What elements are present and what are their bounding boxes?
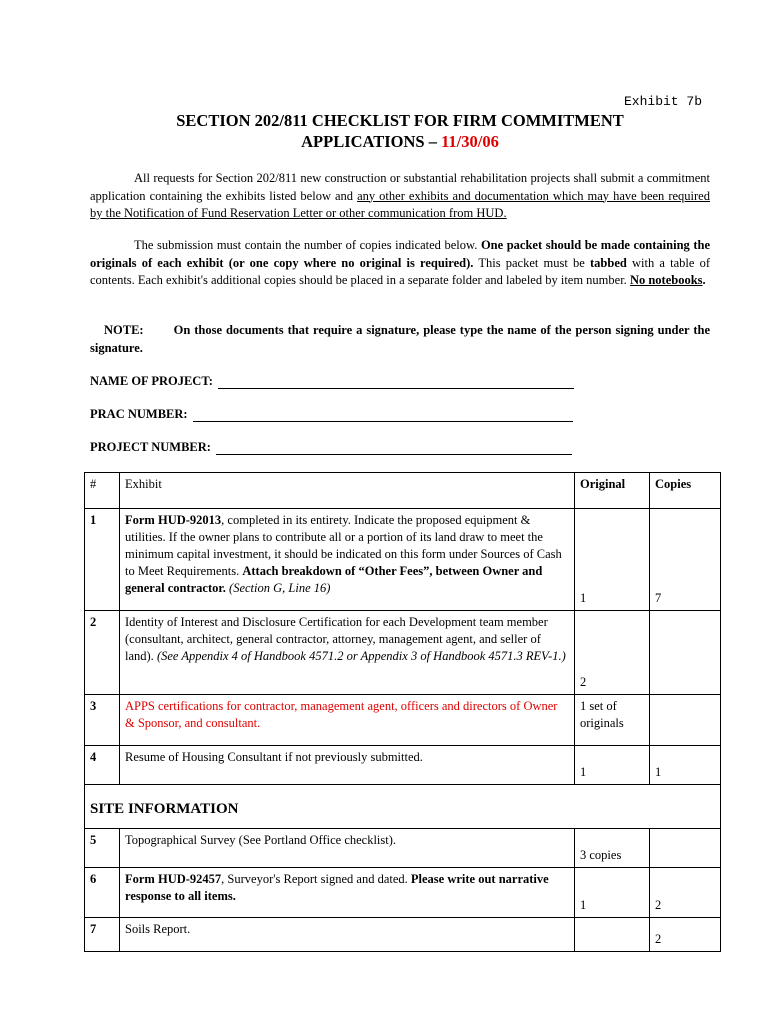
table-header-row — [85, 473, 721, 509]
title-line-1: SECTION 202/811 CHECKLIST FOR FIRM COMMITMENT — [176, 111, 624, 130]
r6-c: Please write out narrative response to all items. — [125, 872, 549, 903]
row-original: 1 set of originals — [575, 695, 650, 746]
row-exhibit — [120, 509, 575, 611]
intro-p1-underlined: any other exhibits and documentation which may have been required by the Notification of Fund Reservation Letter or other communication from HUD. — [90, 188, 710, 220]
row-num: 6 — [85, 868, 120, 918]
p2-c: This packet must be — [473, 255, 590, 270]
project-name-label: NAME OF PROJECT: — [90, 374, 213, 388]
exhibit-checklist-table — [84, 472, 721, 952]
row-num: 2 — [85, 611, 120, 695]
prac-number-field[interactable] — [90, 407, 573, 422]
page-title — [90, 110, 710, 152]
intro-paragraph-2 — [90, 237, 710, 290]
r6-a: Form HUD-92457 — [125, 872, 222, 886]
row-exhibit — [120, 868, 575, 918]
section-title: SITE INFORMATION — [85, 785, 721, 829]
table-row — [85, 868, 721, 918]
p2-d: tabbed — [590, 255, 627, 270]
prac-number-line[interactable] — [193, 408, 573, 422]
row-exhibit: Topographical Survey (See Portland Office checklist). — [120, 829, 575, 868]
table-row — [85, 695, 721, 746]
header-exhibit: Exhibit — [120, 473, 575, 509]
p2-g: . — [702, 273, 706, 287]
row-original: 2 — [575, 611, 650, 695]
exhibit-tag: Exhibit 7b — [623, 94, 702, 109]
note-label: NOTE: — [104, 323, 144, 337]
row-copies: 7 — [650, 509, 721, 611]
project-name-field[interactable] — [90, 374, 574, 389]
project-number-label: PROJECT NUMBER: — [90, 440, 211, 454]
table-row — [85, 611, 721, 695]
row-copies — [650, 695, 721, 746]
p2-a: The submission must contain the number of copies indicated below. — [134, 238, 481, 252]
note-text: On those documents that require a signature, please type the name of the person signing under the signature. — [90, 323, 710, 355]
row-original: 3 copies — [575, 829, 650, 868]
p2-e: with a table of contents. Each exhibit's additional copies should be placed in a separate folder and labeled by item number. — [90, 255, 710, 287]
r1-a: Form HUD-92013 — [125, 513, 222, 527]
r1-b: , completed in its entirety. Indicate the proposed equipment & utilities. If the owner plans to contribute all or a portion of its land draw to meet the minimum capital investment, it should be indicated on this form under Sources of Cash to Meet Requirements. — [125, 513, 562, 578]
r1-d: (Section G, Line 16) — [225, 581, 331, 595]
row-original: 1 — [575, 509, 650, 611]
project-number-line[interactable] — [216, 441, 572, 455]
row-copies: 2 — [650, 918, 721, 952]
prac-number-label: PRAC NUMBER: — [90, 407, 188, 421]
row-original — [575, 918, 650, 952]
row-num: 4 — [85, 746, 120, 785]
r2-a: Identity of Interest and Disclosure Certification for each Development team member (consultant, architect, general contractor, attorney, management agent, and seller of land). — [125, 615, 548, 663]
p2-b: One packet should be made containing the originals of each exhibit (or one copy where no original is required). — [90, 238, 710, 270]
title-line-2 — [90, 131, 710, 152]
row-num: 3 — [85, 695, 120, 746]
header-num: # — [85, 473, 120, 509]
row-num: 5 — [85, 829, 120, 868]
row-copies: 1 — [650, 746, 721, 785]
row-copies: 2 — [650, 868, 721, 918]
title-prefix: APPLICATIONS – — [301, 132, 442, 151]
row-num: 7 — [85, 918, 120, 952]
row-exhibit: APPS certifications for contractor, management agent, officers and directors of Owner & Sponsor, and consultant. — [120, 695, 575, 746]
intro-p1-text: All requests for Section 202/811 new construction or substantial rehabilitation projects shall submit a commitment application containing the exhibits listed below and — [90, 171, 710, 203]
row-copies — [650, 611, 721, 695]
section-header-row — [85, 785, 721, 829]
r1-c: Attach breakdown of “Other Fees”, between Owner and general contractor. — [125, 564, 543, 595]
row-original: 1 — [575, 746, 650, 785]
table-row — [85, 746, 721, 785]
project-name-line[interactable] — [218, 375, 574, 389]
table-row — [85, 509, 721, 611]
intro-paragraph-1 — [90, 170, 710, 223]
row-num: 1 — [85, 509, 120, 611]
row-copies — [650, 829, 721, 868]
header-original: Original — [575, 473, 650, 509]
r2-b: (See Appendix 4 of Handbook 4571.2 or Appendix 3 of Handbook 4571.3 REV-1.) — [156, 649, 566, 663]
p2-f: No notebooks — [629, 273, 703, 287]
row-exhibit: Soils Report. — [120, 918, 575, 952]
row-original: 1 — [575, 868, 650, 918]
header-copies: Copies — [650, 473, 721, 509]
table-row — [85, 829, 721, 868]
table-row — [85, 918, 721, 952]
title-date: 11/30/06 — [441, 132, 499, 151]
r6-b: , Surveyor's Report signed and dated. — [221, 872, 411, 886]
project-number-field[interactable] — [90, 440, 572, 455]
note-paragraph — [90, 322, 710, 357]
row-exhibit: Resume of Housing Consultant if not previously submitted. — [120, 746, 575, 785]
row-exhibit — [120, 611, 575, 695]
